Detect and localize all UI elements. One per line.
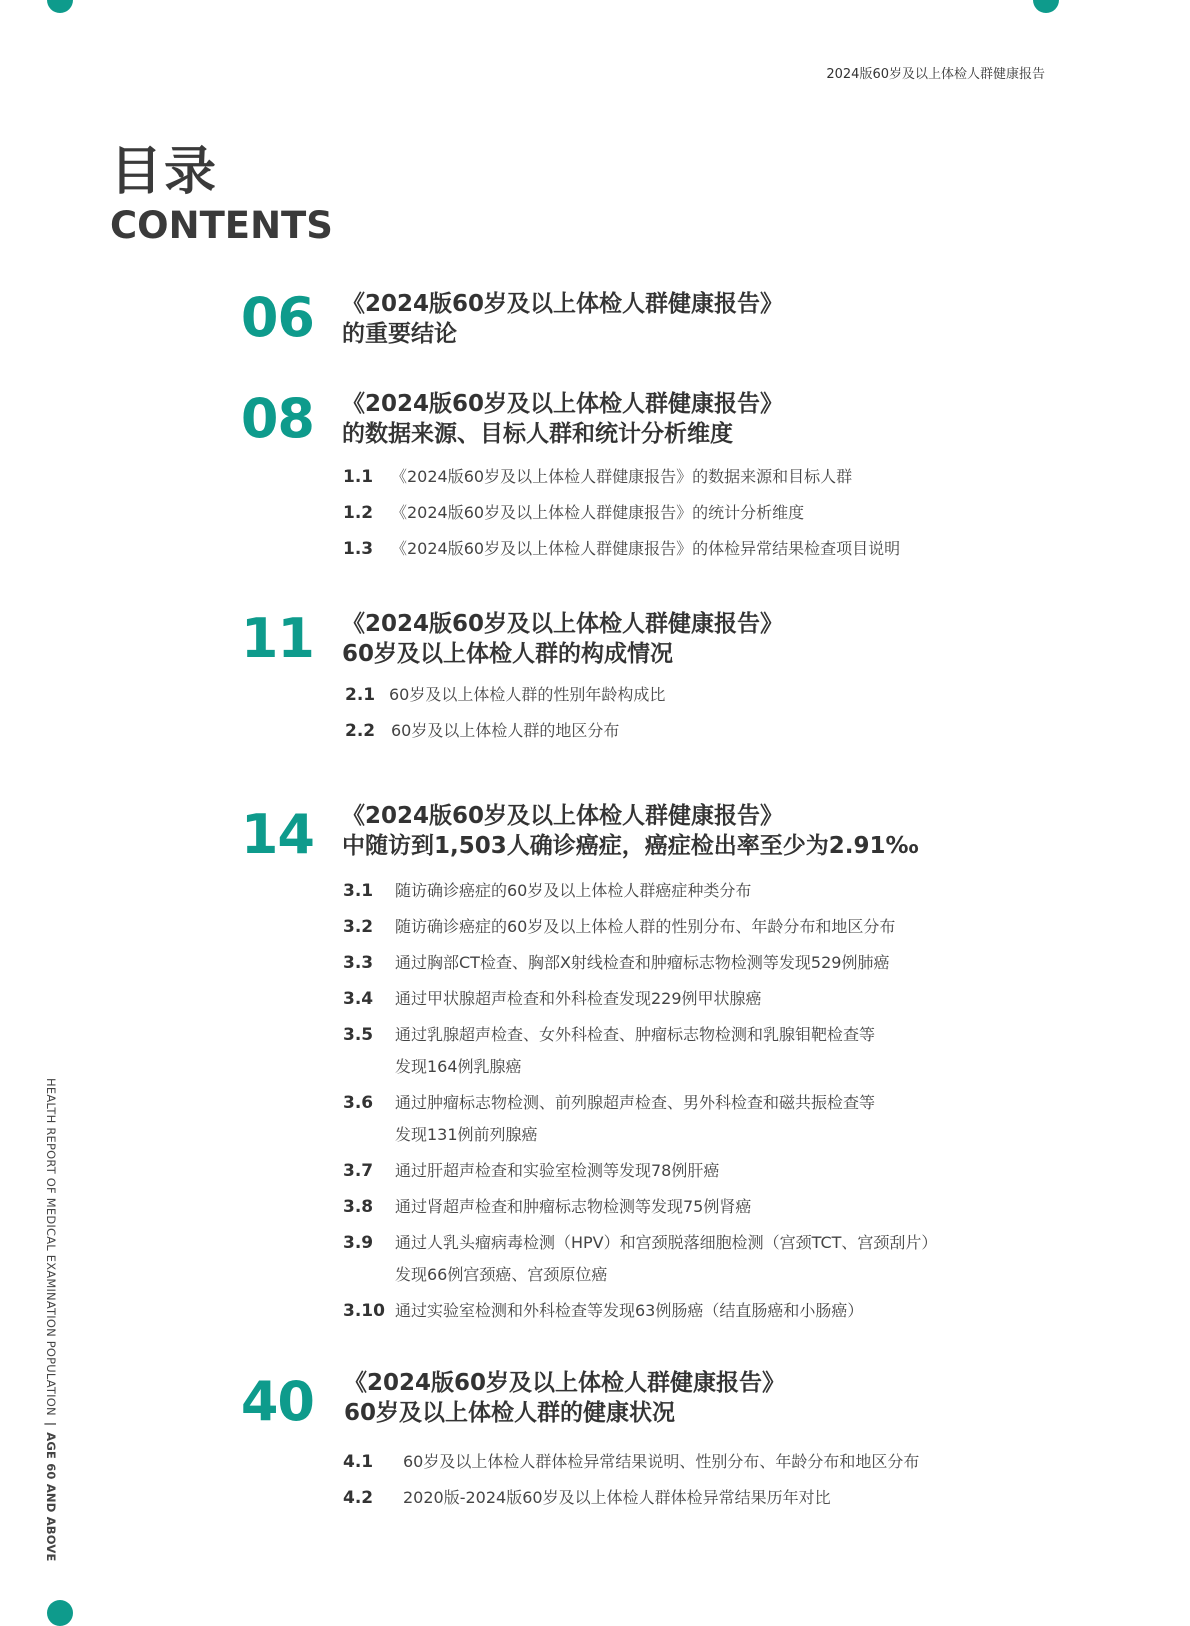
corner-dot-bottom-left xyxy=(47,1600,73,1626)
section-title[interactable]: 《2024版60岁及以上体检人群健康报告》 60岁及以上体检人群的健康状况 xyxy=(344,1370,786,1426)
section-title[interactable]: 《2024版60岁及以上体检人群健康报告》 的重要结论 xyxy=(342,291,784,347)
section-title[interactable]: 《2024版60岁及以上体检人群健康报告》 60岁及以上体检人群的构成情况 xyxy=(342,611,784,667)
section-title[interactable]: 《2024版60岁及以上体检人群健康报告》 的数据来源、目标人群和统计分析维度 xyxy=(342,391,784,447)
section-title[interactable]: 《2024版60岁及以上体检人群健康报告》 中随访到1,503人确诊癌症，癌症检出率至少为2.91‰ xyxy=(342,803,919,859)
vertical-side-caption: HEALTH REPORT OF MEDICAL EXAMINATION POPULATION|AGE 60 AND ABOVE xyxy=(44,1078,58,1562)
running-header: 2024版60岁及以上体检人群健康报告 xyxy=(826,67,1045,82)
section-page-number[interactable]: 14 xyxy=(240,803,314,866)
corner-dot-top-right xyxy=(1033,0,1059,13)
corner-dot-top-left xyxy=(47,0,73,13)
toc-title-cn: 目录 xyxy=(110,142,219,202)
section-page-number[interactable]: 06 xyxy=(240,286,314,349)
section-page-number[interactable]: 40 xyxy=(240,1370,314,1433)
toc-title-en: CONTENTS xyxy=(110,204,333,247)
section-page-number[interactable]: 08 xyxy=(240,387,314,450)
section-page-number[interactable]: 11 xyxy=(240,607,314,670)
